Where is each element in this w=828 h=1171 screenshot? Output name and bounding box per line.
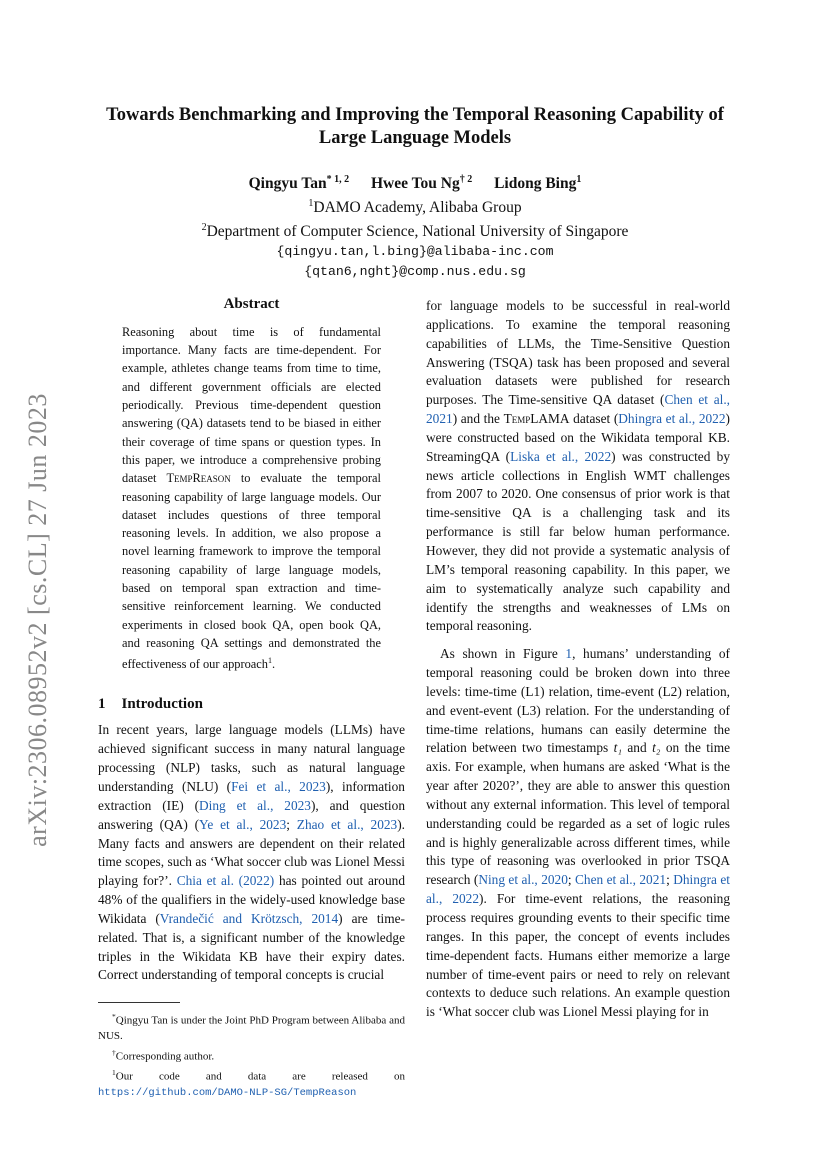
citation-link[interactable]: Vrandečić and Krötzsch, 2014 xyxy=(159,910,339,926)
email-2[interactable]: {qtan6,nght}@comp.nus.edu.sg xyxy=(304,264,526,280)
author-block xyxy=(90,170,740,282)
arxiv-id: arXiv:2306.08952v2 [cs.CL] 27 Jun 2023 xyxy=(23,393,52,847)
left-column xyxy=(98,295,405,985)
citation-link[interactable]: Zhao et al., 2023 xyxy=(296,816,398,832)
citation-link[interactable]: Ding et al., 2023 xyxy=(199,797,311,813)
author-names xyxy=(90,170,740,194)
citation-link[interactable]: Dhingra et al., 2022 xyxy=(426,872,730,907)
section-heading-introduction: 1 Introduction xyxy=(98,695,203,712)
intro-paragraph-1: In recent years, large language models (LLMs) have achieved significant success in many natural language processing (NLP) tasks, such as natural language understanding (NLU) (Fei et al., 2023), information extraction (IE) (Ding et al., 2023), and question answering (QA) (Ye et al., 2023; Zhao et al., 2023). Many facts and answers are dependent on their related time scopes, such as ‘What soccer club was Lionel Messi playing for?’. Chia et al. (2022) has pointed out around 48% of the qualifiers in the widely-used knowledge base Wikidata (Vrandečić and Krötzsch, 2014) are time-related. That is, a significant number of the knowledge triples in the Wikidata KB have their expiry dates. Correct understanding of temporal concepts is crucial xyxy=(98,722,406,983)
footnote-2: †Corresponding author. xyxy=(112,1047,215,1063)
citation-link[interactable]: Chen et al., 2021 xyxy=(575,872,667,888)
citation-link[interactable]: Chia et al. (2022) xyxy=(176,873,275,889)
citation-link[interactable]: Ning et al., 2020 xyxy=(478,872,568,888)
right-paragraph-2: As shown in Figure 1, humans’ understanding of temporal reasoning could be broken down into three levels: time-time (L1) relation, time-event (L2) relation, and event-event (L3) relation. For the understanding of time-time relations, humans can easily determine the relation between two timestamps t₁ and t₂ on the time axis. For example, when humans are asked ‘What is the year after 2020?’, they are able to answer this question without any external information. This level of temporal understanding could be regarded as a set of logic rules and is highly generalizable across different times, while this type of reasoning was overlooked in prior TSQA research (Ning et al., 2020; Chen et al., 2021; Dhingra et al., 2022). For time-event relations, the reasoning process requires grounding events to their specific time ranges. In this paper, the concept of events includes time-dependent facts. Humans either memorize a large number of time-event pairs or need to rely on relevant contexts to deduce such relations. An example question is ‘What soccer club was Lionel Messi playing for in xyxy=(426,646,731,1020)
dataset-name: TempReason xyxy=(166,471,231,486)
footnotes xyxy=(98,1002,405,1102)
math-symbol: t₂ xyxy=(652,740,661,756)
affiliation-1: $^1$DAMO Academy, Alibaba Group xyxy=(308,198,522,217)
citation-link[interactable]: Liska et al., 2022 xyxy=(510,448,612,464)
abstract-heading: Abstract xyxy=(223,296,280,312)
footnote-3: $^1$Our code and data are released on https://github.com/DAMO-NLP-SG/TempReason xyxy=(98,1068,405,1099)
footnote-rule xyxy=(98,1002,180,1003)
citation-link[interactable]: 1 xyxy=(565,646,573,662)
abstract-footnote-mark[interactable]: 1 xyxy=(267,656,272,666)
author-2: Hwee Tou Ng$^{\dagger 2}$ xyxy=(370,174,473,193)
author-1: Qingyu Tan$^{* 1, 2}$ xyxy=(248,174,350,193)
citation-link[interactable]: Dhingra et al., 2022 xyxy=(618,411,726,427)
paper-title: Towards Benchmarking and Improving the Temporal Reasoning Capability of Large Language Models xyxy=(106,105,724,148)
math-symbol: t₁ xyxy=(613,740,622,756)
author-3: Lidong Bing$^1$ xyxy=(494,174,582,193)
arxiv-watermark xyxy=(18,370,58,870)
code-link[interactable]: https://github.com/DAMO-NLP-SG/TempReason xyxy=(98,1086,357,1099)
footnote-1: *Qingyu Tan is under the Joint PhD Program between Alibaba and NUS. xyxy=(98,1012,405,1042)
abstract-body: Reasoning about time is of fundamental importance. Many facts are time-dependent. For example, athletes change teams from time to time, and different government officials are elected periodically. Previous time-dependent question answering (QA) datasets tend to be biased in either their coverage of time spans or question types. In this paper, we introduce a comprehensive probing dataset TempReason to evaluate the temporal reasoning capability of large language models. Our dataset includes questions of three temporal reasoning levels. In addition, we also propose a novel learning framework to improve the temporal reasoning capability of large language models, based on temporal span extraction and time-sensitive reinforcement learning. We conducted experiments in closed book QA, open book QA, and reasoning QA settings and demonstrated the effectiveness of our approach xyxy=(122,324,381,672)
email-1[interactable]: {qingyu.tan,l.bing}@alibaba-inc.com xyxy=(276,244,554,260)
citation-link[interactable]: Chen et al., 2021 xyxy=(426,392,730,427)
citation-link[interactable]: Fei et al., 2023 xyxy=(231,778,326,794)
citation-link[interactable]: Ye et al., 2023 xyxy=(199,816,287,832)
affiliation-2: $^2$Department of Computer Science, National University of Singapore xyxy=(201,222,629,241)
abstract-text: Reasoning about time is of fundamental importance. Many facts are time-dependent. For example, athletes change teams from time to time, and different government officials are elected periodically. Previous time-dependent question answering (QA) datasets tend to be biased in either their coverage of time spans or question types. In this paper, we introduce a comprehensive probing dataset TempReason to evaluate the temporal reasoning capability of large language models. Our dataset includes questions of three temporal reasoning levels. In addition, we also propose a novel learning framework to improve the temporal reasoning capability of large language models, based on temporal span extraction and time-sensitive reinforcement learning. We conducted experiments in closed book QA, open book QA, and reasoning QA settings and demonstrated the effectiveness of our approach$^1$. xyxy=(122,324,381,672)
right-column xyxy=(426,297,730,1022)
dataset-name: TempLAMA xyxy=(503,411,570,427)
right-paragraph-1: for language models to be successful in real-world applications. To examine the temporal reasoning capabilities of LLMs, the Time-Sensitive Question Answering (TSQA) task has been proposed and several evaluation datasets were published for research purposes. The Time-sensitive QA dataset (Chen et al., 2021) and the TempLAMA dataset (Dhingra et al., 2022) were constructed based on the Wikidata temporal KB. StreamingQA (Liska et al., 2022) was constructed by news article collections in English WMT challenges from 2007 to 2020. One consensus of prior work is that time-sensitive QA is a challenging task and its performance is still far below human performance. However, they did not provide a systematic analysis of LM’s temporal reasoning capability. In this paper, we aim to systematically analyze such capability and identify the strengths and weaknesses of LMs on temporal reasoning. xyxy=(426,298,730,634)
